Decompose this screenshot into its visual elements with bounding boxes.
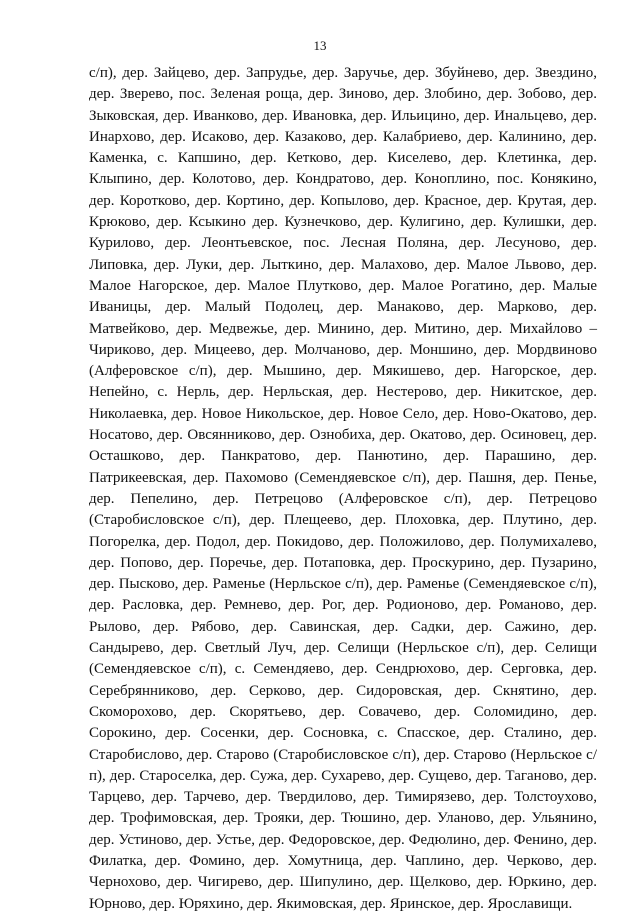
settlements-list-paragraph: с/п), дер. Зайцево, дер. Запрудье, дер. Заручье, дер. Збуйнево, дер. Звездино, дер. Зверево, пос. Зеленая роща, дер. Зиново, дер. Злобино, дер. Зобово, дер. Зыковская, дер. Иванково, дер. Ивановка, дер. Ильицино, дер. Инальцево, дер. Инархово, дер. Исаково, дер. Казаково, дер. Калабриево, дер. Калинино, дер. Каменка, с. Капшино, дер. Кетково, дер. Киселево, дер. Клетинка, дер. Клыпино, дер. Колотово, дер. Кондратово, дер. Коноплино, пос. Конякино, дер. Коротково, дер. Кортино, дер. Копылово, дер. Красное, дер. Крутая, дер. Крюково, дер. Ксыкино дер. Кузнечково, дер. Кулигино, дер. Кулишки, дер. Курилово, дер. Леонтьевское, пос. Лесная Поляна, дер. Лесуново, дер. Липовка, дер. Луки, дер. Лыткино, дер. Малахово, дер. Малое Львово, дер. Малое Нагорское, дер. Малое Плутково, дер. Малое Рогатино, дер. Малые Иваницы, дер. Малый Подолец, дер. Манаково, дер. Марково, дер. Матвейково, дер. Медвежье, дер. Минино, дер. Митино, дер. Михайлово – Чириково, дер. Мицеево, дер. Молчаново, дер. Моншино, дер. Мордвиново (Алферовское с/п), дер. Мышино, дер. Мякишево, дер. Нагорское, дер. Непейно, с. Нерль, дер. Нерльская, дер. Нестерово, дер. Никитское, дер. Николаевка, дер. Новое Никольское, дер. Новое Село, дер. Ново-Окатово, дер. Носатово, дер. Овсянниково, дер. Ознобиха, дер. Окатово, дер. Осиновец, дер. Осташково, дер. Панкратово, дер. Панютино, дер. Парашино, дер. Патрикеевская, дер. Пахомово (Семендяевское с/п), дер. Пашня, дер. Пенье, дер. Пепелино, дер. Петрецово (Алферовское с/п), дер. Петрецово (Старобисловское с/п), дер. Плещеево, дер. Плоховка, дер. Плутино, дер. Погорелка, дер. Подол, дер. Покидово, дер. Положилово, дер. Полумихалево, дер. Попово, дер. Поречье, дер. Потаповка, дер. Проскурино, дер. Пузарино, дер. Пысково, дер. Раменье (Нерльское с/п), дер. Раменье (Семендяевское с/п), дер. Расловка, дер. Ремнево, дер. Рог, дер. Родионово, дер. Романово, дер. Рылово, дер. Рябово, дер. Савинская, дер. Садки, дер. Сажино, дер. Сандырево, дер. Светлый Луч, дер. Селищи (Нерльское с/п), дер. Селищи (Семендяевское с/п), с. Семендяево, дер. Сендрюхово, дер. Серговка, дер. Серебрянниково, дер. Серково, дер. Сидоровская, дер. Скнятино, дер. Скоморохово, дер. Скорятьево, дер. Совачево, дер. Соломидино, дер. Сорокино, дер. Сосенки, дер. Сосновка, с. Спасское, дер. Сталино, дер. Старобислово, дер. Старово (Старобисловское с/п), дер. Старово (Нерльское с/п), дер. Староселка, дер. Сужа, дер. Сухарево, дер. Сущево, дер. Таганово, дер. Тарцево, дер. Тарчево, дер. Твердилово, дер. Тимирязево, дер. Толстоухово, дер. Трофимовская, дер. Трояки, дер. Тюшино, дер. Уланово, дер. Ульянино, дер. Устиново, дер. Устье, дер. Федоровское, дер. Федюлино, дер. Фенино, дер. Филатка, дер. Фомино, дер. Хомутница, дер. Чаплино, дер. Черково, дер. Чернохово, дер. Чигирево, дер. Шипулино, дер. Щелково, дер. Юркино, дер. Юрново, дер. Юряхино, дер. Якимовская, дер. Яринское, дер. Ярославищи. xyxy=(89,65,597,912)
page-number: 13 xyxy=(313,38,327,53)
